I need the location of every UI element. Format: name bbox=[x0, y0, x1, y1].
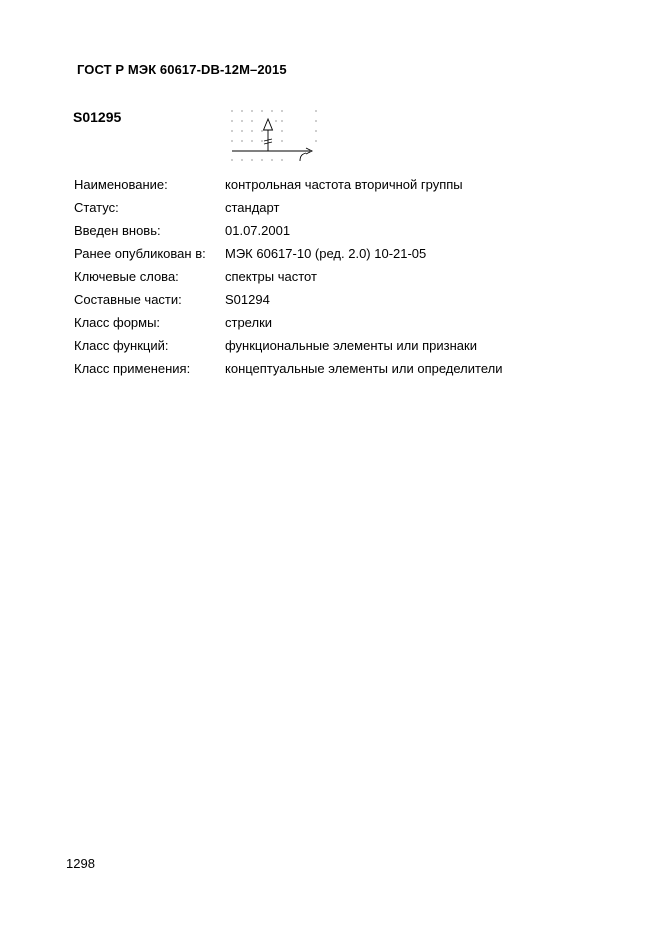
property-value: спектры частот bbox=[225, 269, 317, 284]
property-row bbox=[74, 288, 503, 311]
property-label: Наименование: bbox=[74, 177, 168, 192]
property-label: Введен вновь: bbox=[74, 223, 161, 238]
property-value: S01294 bbox=[225, 292, 270, 307]
property-row bbox=[74, 265, 503, 288]
properties-table bbox=[74, 173, 503, 380]
property-value: стрелки bbox=[225, 315, 273, 330]
property-row bbox=[74, 196, 503, 219]
property-value: стандарт bbox=[225, 200, 280, 215]
property-value: 01.07.2001 bbox=[225, 223, 291, 238]
property-row bbox=[74, 242, 503, 265]
property-row bbox=[74, 219, 503, 242]
property-label: Составные части: bbox=[74, 292, 182, 307]
property-label: Класс формы: bbox=[74, 315, 161, 330]
property-label: Класс применения: bbox=[74, 361, 191, 376]
property-label: Класс функций: bbox=[74, 338, 169, 353]
property-value: концептуальные элементы или определители bbox=[225, 361, 503, 376]
property-row bbox=[74, 334, 503, 357]
property-row bbox=[74, 173, 503, 196]
property-label: Статус: bbox=[74, 200, 119, 215]
property-label: Ключевые слова: bbox=[74, 269, 179, 284]
property-row bbox=[74, 311, 503, 334]
property-value: функциональные элементы или признаки bbox=[225, 338, 477, 353]
document-header: ГОСТ Р МЭК 60617-DB-12M–2015 bbox=[77, 62, 287, 77]
property-row bbox=[74, 357, 503, 380]
page-number: 1298 bbox=[66, 856, 95, 871]
property-value: МЭК 60617-10 (ред. 2.0) 10-21-05 bbox=[225, 246, 427, 261]
frequency-spectrum-symbol-icon bbox=[226, 108, 322, 168]
symbol-code: S01295 bbox=[73, 109, 122, 125]
property-value: контрольная частота вторичной группы bbox=[225, 177, 463, 192]
property-label: Ранее опубликован в: bbox=[74, 246, 206, 261]
